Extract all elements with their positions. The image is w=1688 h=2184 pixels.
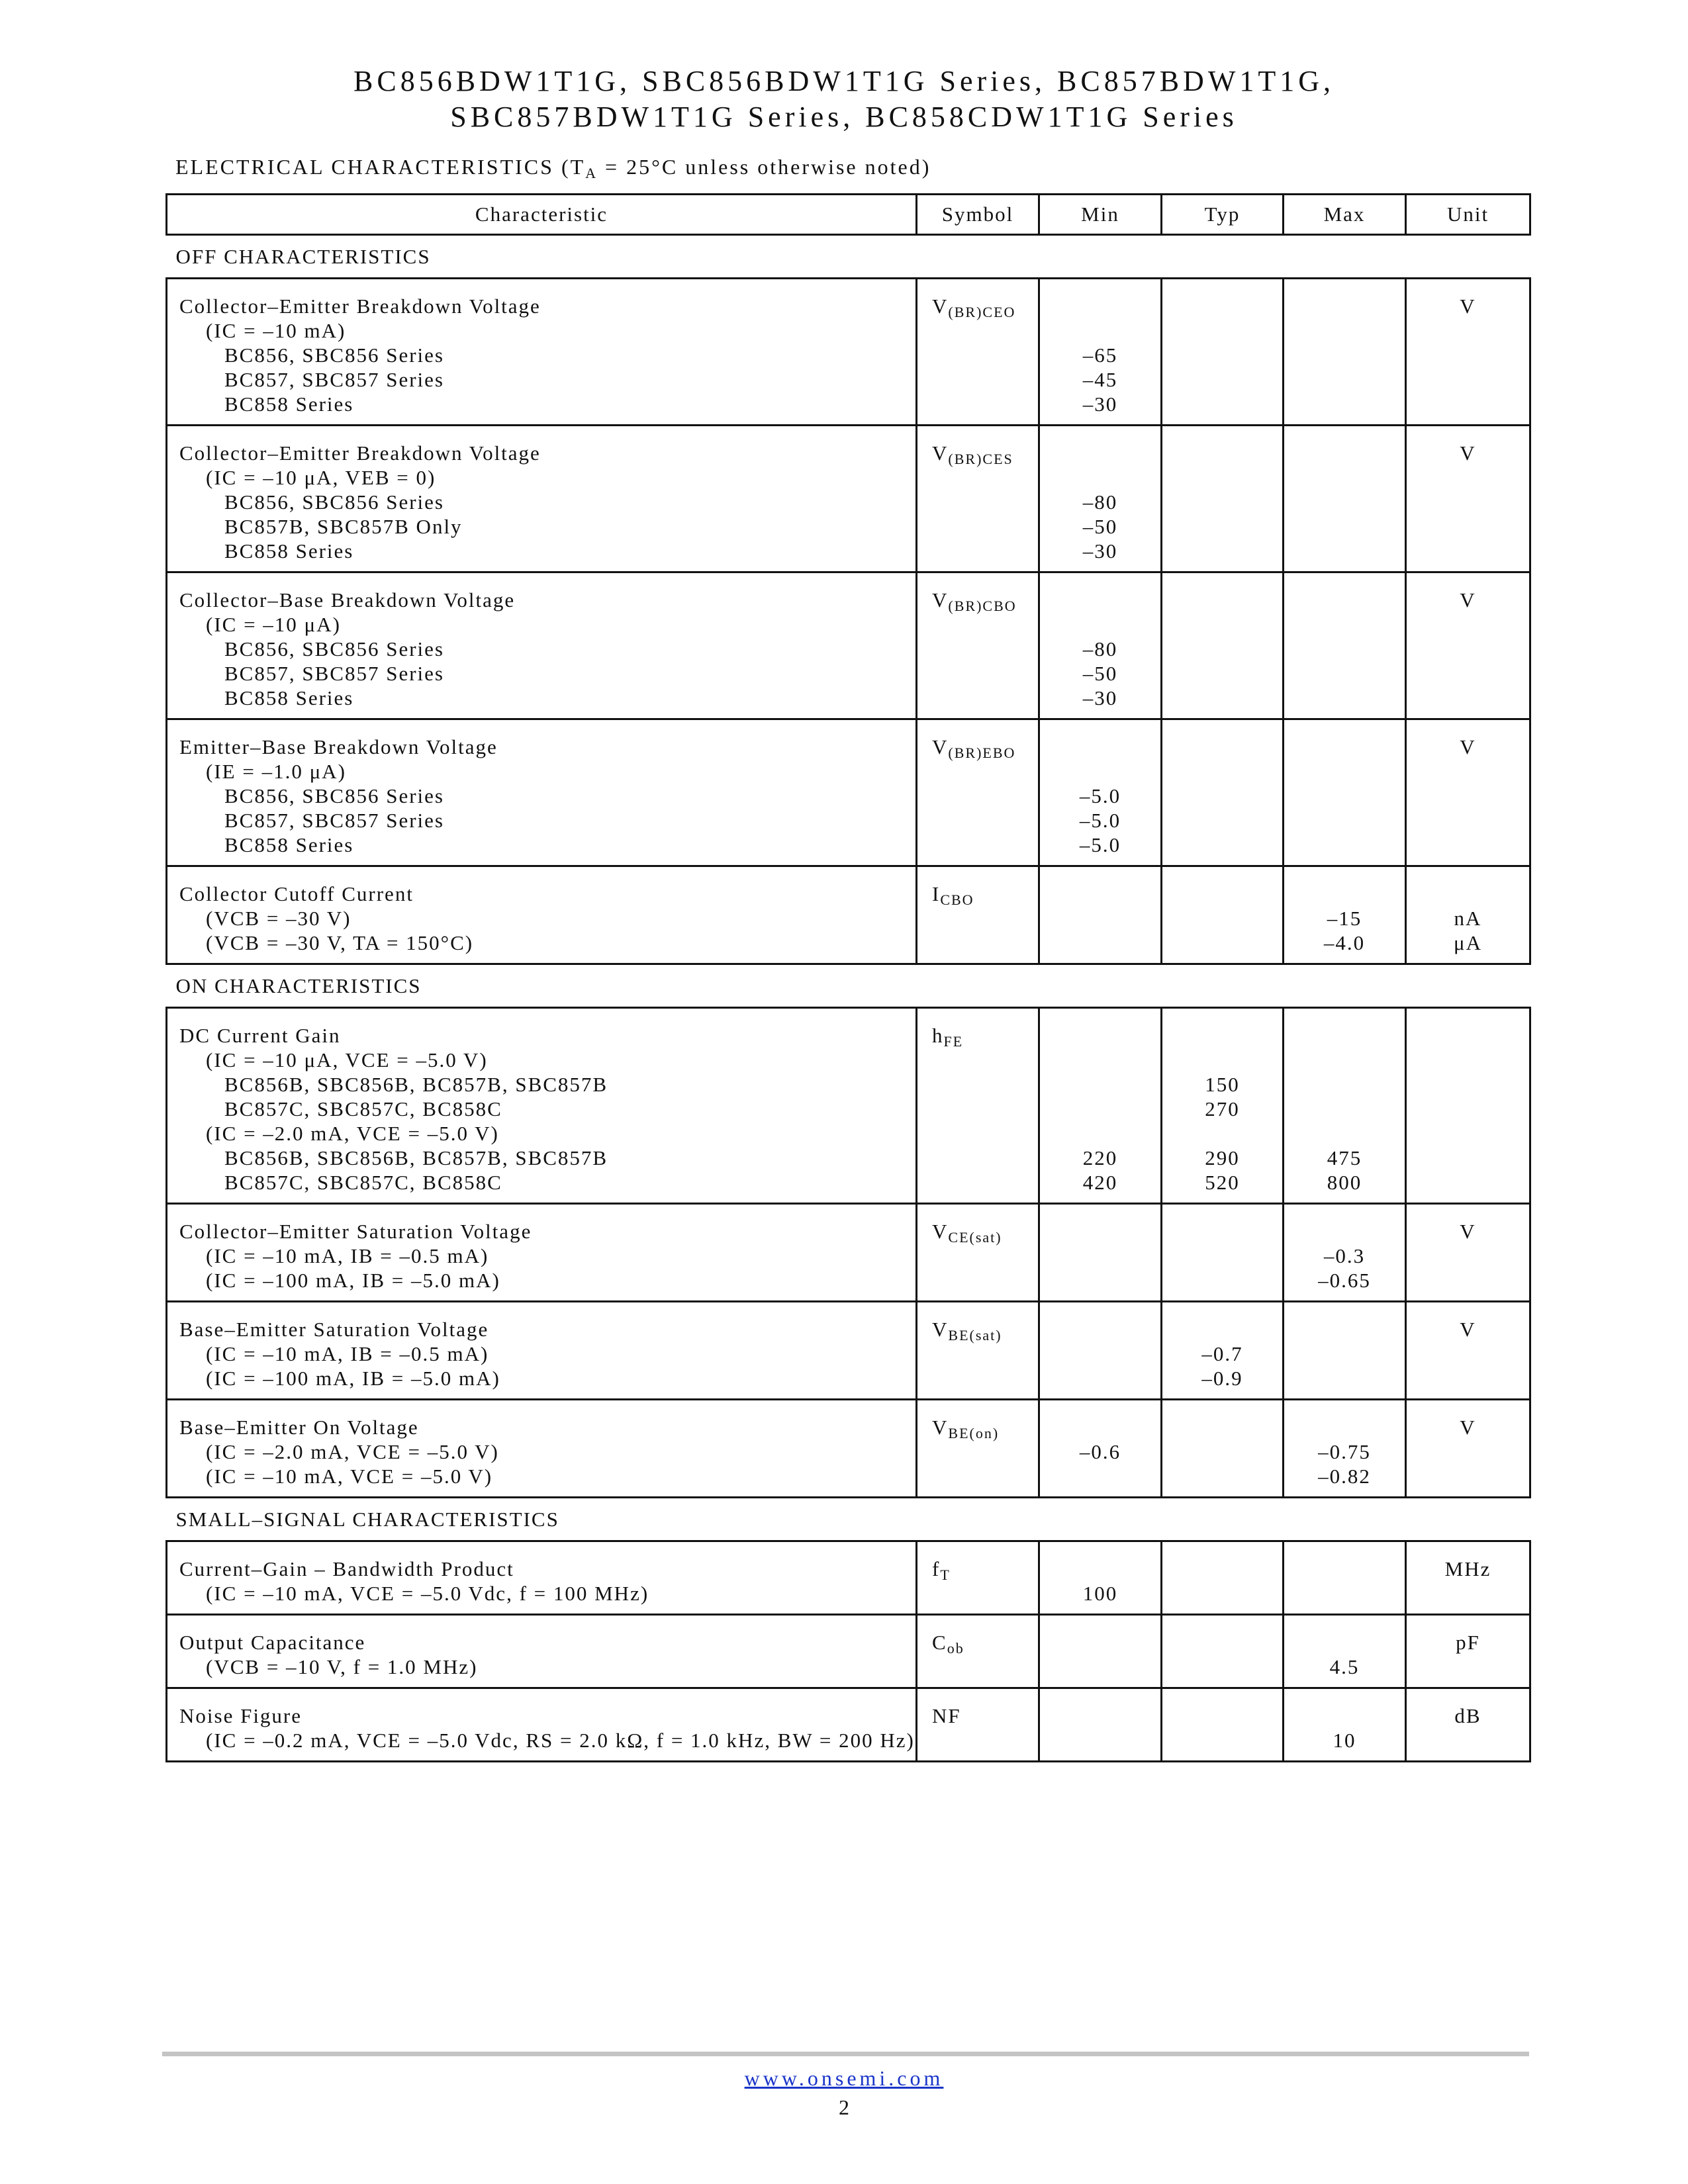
- unit: V: [1406, 1400, 1530, 1498]
- electrical-characteristics-table: [165, 193, 1531, 1762]
- table-row: Base–Emitter On Voltage (IC = –2.0 mA, VCE = –5.0 V) (IC = –10 mA, VCE = –5.0 V) $V_{BE(on)}$ –0.6 –0.75 –0.82 V: [167, 1400, 1530, 1498]
- max-values: 4.5: [1284, 1615, 1406, 1688]
- header-characteristic: Characteristic: [167, 195, 917, 235]
- max-values: –15 –4.0: [1284, 866, 1406, 964]
- table-row: Collector–Emitter Breakdown Voltage (IC = –10 μA, VEB = 0) BC856, SBC856 Series BC857B, SBC857B Only BC858 Series $V_{(BR)CES}$ –80 –50 –30 V: [167, 426, 1530, 572]
- table-header-row: [167, 195, 1530, 235]
- website-link[interactable]: www.onsemi.com: [744, 2066, 944, 2090]
- header-symbol: Symbol: [917, 195, 1039, 235]
- typ-values: 150 270 290 520: [1162, 1008, 1284, 1204]
- symbol: $V_{(BR)EBO}$: [917, 719, 1039, 866]
- section-on-characteristics: ON CHARACTERISTICS: [167, 964, 1530, 1008]
- title-line-2: SBC857BDW1T1G Series, BC858CDW1T1G Series: [450, 101, 1238, 133]
- min-values: –5.0 –5.0 –5.0: [1039, 719, 1162, 866]
- symbol: $V_{(BR)CES}$: [917, 426, 1039, 572]
- unit: dB: [1406, 1688, 1530, 1762]
- unit: MHz: [1406, 1541, 1530, 1615]
- symbol: $V_{CE(sat)}$: [917, 1204, 1039, 1302]
- unit: V: [1406, 426, 1530, 572]
- symbol: $V_{BE(on)}$: [917, 1400, 1039, 1498]
- unit: pF: [1406, 1615, 1530, 1688]
- unit: V: [1406, 1302, 1530, 1400]
- table-row: Collector–Base Breakdown Voltage (IC = –10 μA) BC856, SBC856 Series BC857, SBC857 Series BC858 Series $V_{(BR)CBO}$ –80 –50 –30 V: [167, 572, 1530, 719]
- min-values: –65 –45 –30: [1039, 279, 1162, 426]
- table-row: Base–Emitter Saturation Voltage (IC = –10 mA, IB = –0.5 mA) (IC = –100 mA, IB = –5.0 mA) $V_{BE(sat)}$ –0.7 –0.9 V: [167, 1302, 1530, 1400]
- unit: V: [1406, 1204, 1530, 1302]
- unit: nA μA: [1406, 866, 1530, 964]
- table-row: Current–Gain – Bandwidth Product (IC = –10 mA, VCE = –5.0 Vdc, f = 100 MHz) $f_T$ 100 MHz: [167, 1541, 1530, 1615]
- table-row: Output Capacitance (VCB = –10 V, f = 1.0 MHz) $C_{ob}$ 4.5 pF: [167, 1615, 1530, 1688]
- page-number: 2: [839, 2095, 849, 2119]
- max-values: –0.75 –0.82: [1284, 1400, 1406, 1498]
- unit: V: [1406, 719, 1530, 866]
- min-values: –80 –50 –30: [1039, 426, 1162, 572]
- section-small-signal-characteristics: SMALL–SIGNAL CHARACTERISTICS: [167, 1498, 1530, 1541]
- symbol: $V_{(BR)CEO}$: [917, 279, 1039, 426]
- min-values: 100: [1039, 1541, 1162, 1615]
- header-min: Min: [1039, 195, 1162, 235]
- unit: V: [1406, 279, 1530, 426]
- min-values: –0.6: [1039, 1400, 1162, 1498]
- symbol: $h_{FE}$: [917, 1008, 1039, 1204]
- section-off-characteristics: OFF CHARACTERISTICS: [167, 235, 1530, 279]
- symbol: $V_{(BR)CBO}$: [917, 572, 1039, 719]
- symbol: $C_{ob}$: [917, 1615, 1039, 1688]
- header-typ: Typ: [1162, 195, 1284, 235]
- symbol: $V_{BE(sat)}$: [917, 1302, 1039, 1400]
- table-row: Collector Cutoff Current (VCB = –30 V) (VCB = –30 V, TA = 150°C) $I_{CBO}$ –15 –4.0 nA μA: [167, 866, 1530, 964]
- max-values: 10: [1284, 1688, 1406, 1762]
- table-row: Emitter–Base Breakdown Voltage (IE = –1.0 μA) BC856, SBC856 Series BC857, SBC857 Series BC858 Series $V_{(BR)EBO}$ –5.0 –5.0 –5.0 V: [167, 719, 1530, 866]
- min-values: 220 420: [1039, 1008, 1162, 1204]
- header-unit: Unit: [1406, 195, 1530, 235]
- max-values: –0.3 –0.65: [1284, 1204, 1406, 1302]
- min-values: –80 –50 –30: [1039, 572, 1162, 719]
- header-max: Max: [1284, 195, 1406, 235]
- table-row: Collector–Emitter Breakdown Voltage (IC = –10 mA) BC856, SBC856 Series BC857, SBC857 Series BC858 Series $V_{(BR)CEO}$ –65 –45 –30 V: [167, 279, 1530, 426]
- electrical-characteristics-heading: ELECTRICAL CHARACTERISTICS ($T_A = 25^\circ C$ unless otherwise noted): [175, 155, 931, 181]
- footer-divider: [162, 2052, 1529, 2056]
- title-line-1: BC856BDW1T1G, SBC856BDW1T1G Series, BC857BDW1T1G,: [353, 65, 1335, 97]
- unit: V: [1406, 572, 1530, 719]
- symbol: NF: [917, 1688, 1039, 1762]
- table-row: Noise Figure (IC = –0.2 mA, VCE = –5.0 Vdc, RS = 2.0 kΩ, f = 1.0 kHz, BW = 200 Hz) NF 10 dB: [167, 1688, 1530, 1762]
- symbol: $f_T$: [917, 1541, 1039, 1615]
- page-title: [0, 64, 1688, 135]
- table-row: DC Current Gain (IC = –10 μA, VCE = –5.0 V) BC856B, SBC856B, BC857B, SBC857B BC857C, SBC857C, BC858C (IC = –2.0 mA, VCE = –5.0 V) BC856B, SBC856B, BC857B, SBC857B BC857C, SBC857C, BC858C $h_{FE}$ 220 420 150 270 290 520 475 800: [167, 1008, 1530, 1204]
- symbol: $I_{CBO}$: [917, 866, 1039, 964]
- typ-values: –0.7 –0.9: [1162, 1302, 1284, 1400]
- max-values: 475 800: [1284, 1008, 1406, 1204]
- table-row: Collector–Emitter Saturation Voltage (IC = –10 mA, IB = –0.5 mA) (IC = –100 mA, IB = –5.0 mA) $V_{CE(sat)}$ –0.3 –0.65 V: [167, 1204, 1530, 1302]
